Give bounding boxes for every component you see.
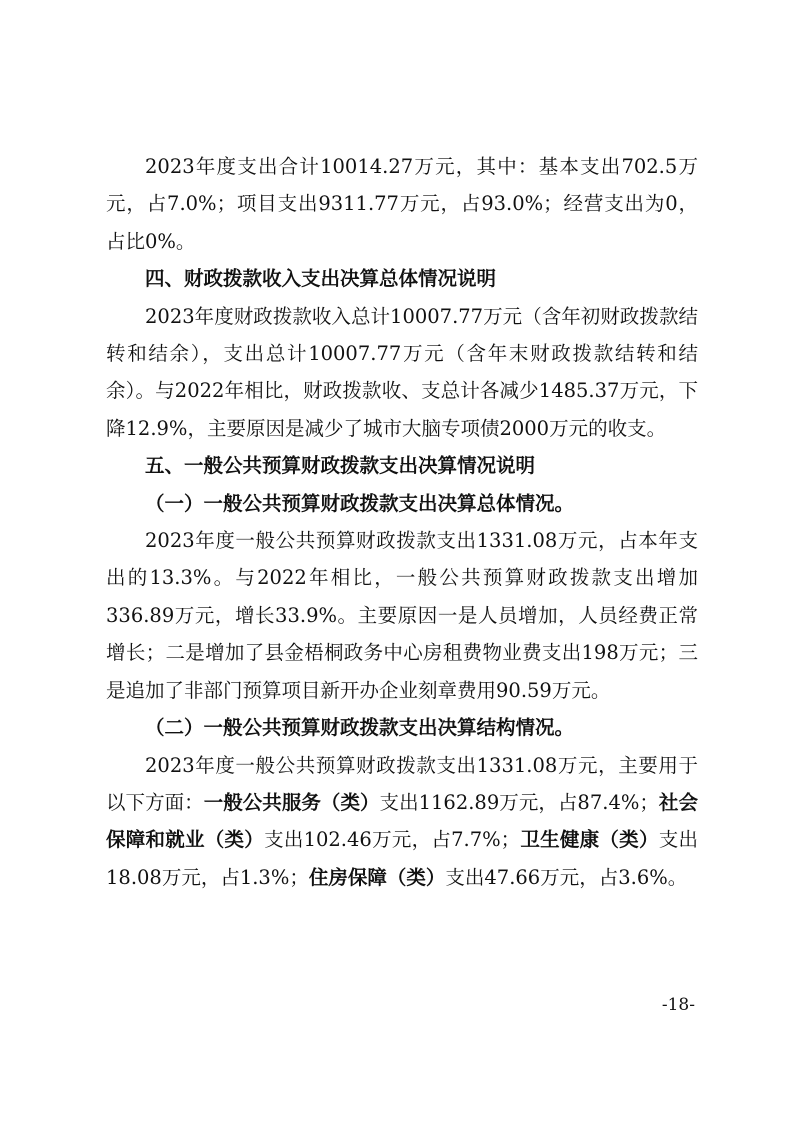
paragraph-general-budget-overall: 2023年度一般公共预算财政拨款支出1331.08万元，占本年支出的13.3%。与2022年相比，一般公共预算财政拨款支出增加336.89万元，增长33.9%。主要原因一是人员增加，人员经费正常增长；二是增加了县金梧桐政务中心房租费物业费支出198万元；三是追加了非部门预算项目新开办企业刻章费用90.59万元。 (106, 529, 698, 702)
structure-text-4: 支出18.08万元，占1.3%； (106, 828, 698, 889)
structure-text-3: 支出102.46万元，占7.7%； (264, 828, 521, 852)
structure-text-5: 支出47.66万元，占3.6%。 (445, 865, 688, 889)
subsection-heading-2: （二）一般公共预算财政拨款支出决算结构情况。 (145, 716, 575, 740)
category-general-public-services: 一般公共服务（类） (203, 790, 380, 814)
paragraph-fiscal-allocation: 2023年度财政拨款收入总计10007.77万元（含年初财政拨款结转和结余），支出总计10007.77万元（含年末财政拨款结转和结余）。与2022年相比，财政拨款收、支总计各减少1485.37万元，下降12.9%，主要原因是减少了城市大脑专项债2000万元的收支。 (106, 304, 698, 440)
section-heading-5: 五、一般公共预算财政拨款支出决算情况说明 (145, 454, 536, 478)
structure-text-1: 2023年度一般公共预算财政拨款支出1331.08万元，主要用于以下方面： (106, 753, 698, 814)
page-number: -18- (661, 995, 695, 1015)
paragraph-expenditure-total: 2023年度支出合计10014.27万元，其中：基本支出702.5万元，占7.0%；项目支出9311.77万元，占93.0%；经营支出为0，占比0%。 (106, 155, 699, 253)
category-housing: 住房保障（类） (308, 865, 446, 889)
paragraph-general-budget-structure (106, 747, 698, 897)
structure-text-2: 支出1162.89万元，占87.4%； (379, 790, 659, 814)
subsection-heading-1: （一）一般公共预算财政拨款支出决算总体情况。 (145, 491, 575, 515)
category-health: 卫生健康（类） (520, 828, 659, 852)
document-body (106, 148, 698, 896)
section-heading-4: 四、财政拨款收入支出决算总体情况说明 (145, 267, 497, 291)
category-social-security: 社会保障和就业（类） (106, 790, 698, 852)
